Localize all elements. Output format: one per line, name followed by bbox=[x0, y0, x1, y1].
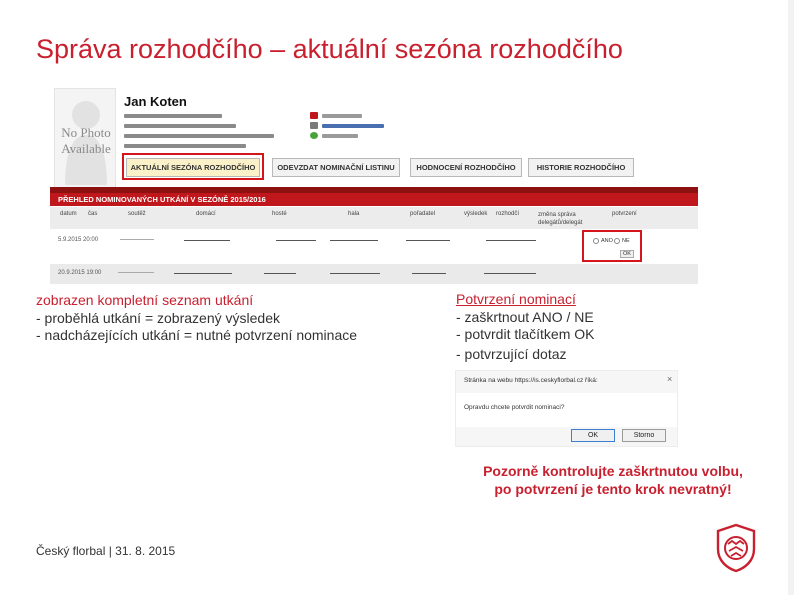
match-date-time: 5.9.2015 20:00 bbox=[58, 237, 99, 243]
description-line: - potvrzující dotaz bbox=[456, 346, 567, 362]
nomination-ok-button[interactable]: OK bbox=[620, 250, 634, 258]
away-team-link[interactable] bbox=[264, 273, 296, 274]
competition-text bbox=[120, 239, 154, 240]
column-header: hala bbox=[348, 211, 360, 217]
phone-number bbox=[322, 114, 362, 118]
footer-text: Český florbal | 31. 8. 2015 bbox=[36, 544, 176, 558]
profile-photo-placeholder bbox=[54, 88, 116, 188]
skype-icon bbox=[310, 132, 318, 139]
referee-link[interactable] bbox=[486, 240, 536, 241]
dialog-message: Opravdu chcete potvrdit nominaci? bbox=[464, 404, 565, 411]
hall-link[interactable] bbox=[330, 273, 380, 274]
description-line: - potvrdit tlačítkem OK bbox=[456, 326, 595, 342]
tab-referee-rating[interactable]: HODNOCENÍ ROZHODČÍHO bbox=[410, 158, 522, 177]
nomination-no-label: NE bbox=[622, 238, 630, 244]
referee-link[interactable] bbox=[484, 273, 536, 274]
skype-name bbox=[322, 134, 358, 138]
column-header: výsledek bbox=[464, 211, 488, 217]
tab-current-season[interactable]: AKTUÁLNÍ SEZÓNA ROZHODČÍHO bbox=[126, 158, 260, 177]
description-line: - proběhlá utkání = zobrazený výsledek bbox=[36, 309, 280, 326]
organizer-link[interactable] bbox=[406, 240, 450, 241]
nomination-no-radio[interactable] bbox=[614, 238, 620, 244]
irreversible-warning: Pozorně kontrolujte zaškrtnutou volbu, po potvrzení je tento krok nevratný! bbox=[483, 463, 743, 497]
column-header: datum bbox=[60, 211, 77, 217]
close-icon[interactable]: × bbox=[667, 374, 673, 384]
column-header: potvrzení bbox=[612, 211, 637, 217]
column-header: domácí bbox=[196, 211, 216, 217]
column-header: čas bbox=[88, 211, 98, 217]
nomination-yes-radio[interactable] bbox=[593, 238, 599, 244]
profile-info-line bbox=[124, 124, 236, 128]
match-date-time: 20.9.2015 19:00 bbox=[58, 270, 102, 276]
column-header: rozhodčí bbox=[496, 211, 520, 217]
organizer-link[interactable] bbox=[412, 273, 446, 274]
referee-name: Jan Koten bbox=[124, 94, 187, 109]
column-header: soutěž bbox=[128, 211, 146, 217]
confirm-dialog-screenshot bbox=[455, 370, 678, 447]
email-icon bbox=[310, 122, 318, 129]
table-header bbox=[50, 207, 698, 229]
description-line: - nadcházejících utkání = nutné potvrzení nominace bbox=[36, 327, 358, 343]
column-header: pořadatel bbox=[410, 211, 436, 217]
cesky-florbal-logo-icon bbox=[714, 523, 758, 573]
table-row bbox=[50, 264, 698, 284]
nomination-confirm-box bbox=[582, 230, 642, 262]
current-season-tab-highlight bbox=[122, 153, 264, 180]
photo-placeholder-text: No Photo Available bbox=[61, 125, 111, 156]
nomination-confirm-description bbox=[456, 289, 594, 365]
column-header: změna správa delegátů/delegát bbox=[538, 212, 583, 226]
dialog-title: Stránka na webu https://is.ceskyflorbal.cz říká: bbox=[464, 377, 598, 384]
description-line: - zaškrtnout ANO / NE bbox=[456, 309, 594, 325]
nominations-panel-title: PŘEHLED NOMINOVANÝCH UTKÁNÍ V SEZÓNĚ 2015/2016 bbox=[50, 193, 698, 206]
hall-link[interactable] bbox=[330, 240, 378, 241]
nomination-confirm-heading: Potvrzení nominací bbox=[456, 291, 576, 307]
away-team-link[interactable] bbox=[276, 240, 316, 241]
profile-info-line bbox=[124, 114, 222, 118]
dialog-cancel-button[interactable]: Storno bbox=[622, 429, 666, 442]
match-list-description bbox=[36, 292, 357, 345]
tab-submit-nomination-list[interactable]: ODEVZDAT NOMINAČNÍ LISTINU bbox=[272, 158, 400, 177]
home-team-link[interactable] bbox=[184, 240, 230, 241]
phone-icon bbox=[310, 112, 318, 119]
email-link[interactable] bbox=[322, 124, 384, 128]
column-header: hosté bbox=[272, 211, 287, 217]
slide-edge-strip bbox=[788, 0, 794, 595]
profile-info-line bbox=[124, 134, 274, 138]
tab-referee-history[interactable]: HISTORIE ROZHODČÍHO bbox=[528, 158, 634, 177]
profile-info-line bbox=[124, 144, 246, 148]
nomination-yes-label: ANO bbox=[601, 238, 613, 244]
dialog-ok-button[interactable]: OK bbox=[571, 429, 615, 442]
home-team-link[interactable] bbox=[174, 273, 232, 274]
referee-admin-screenshot bbox=[50, 88, 698, 284]
slide-title: Správa rozhodčího – aktuální sezóna rozhodčího bbox=[36, 34, 623, 64]
competition-text bbox=[118, 272, 154, 273]
match-list-heading: zobrazen kompletní seznam utkání bbox=[36, 292, 254, 308]
